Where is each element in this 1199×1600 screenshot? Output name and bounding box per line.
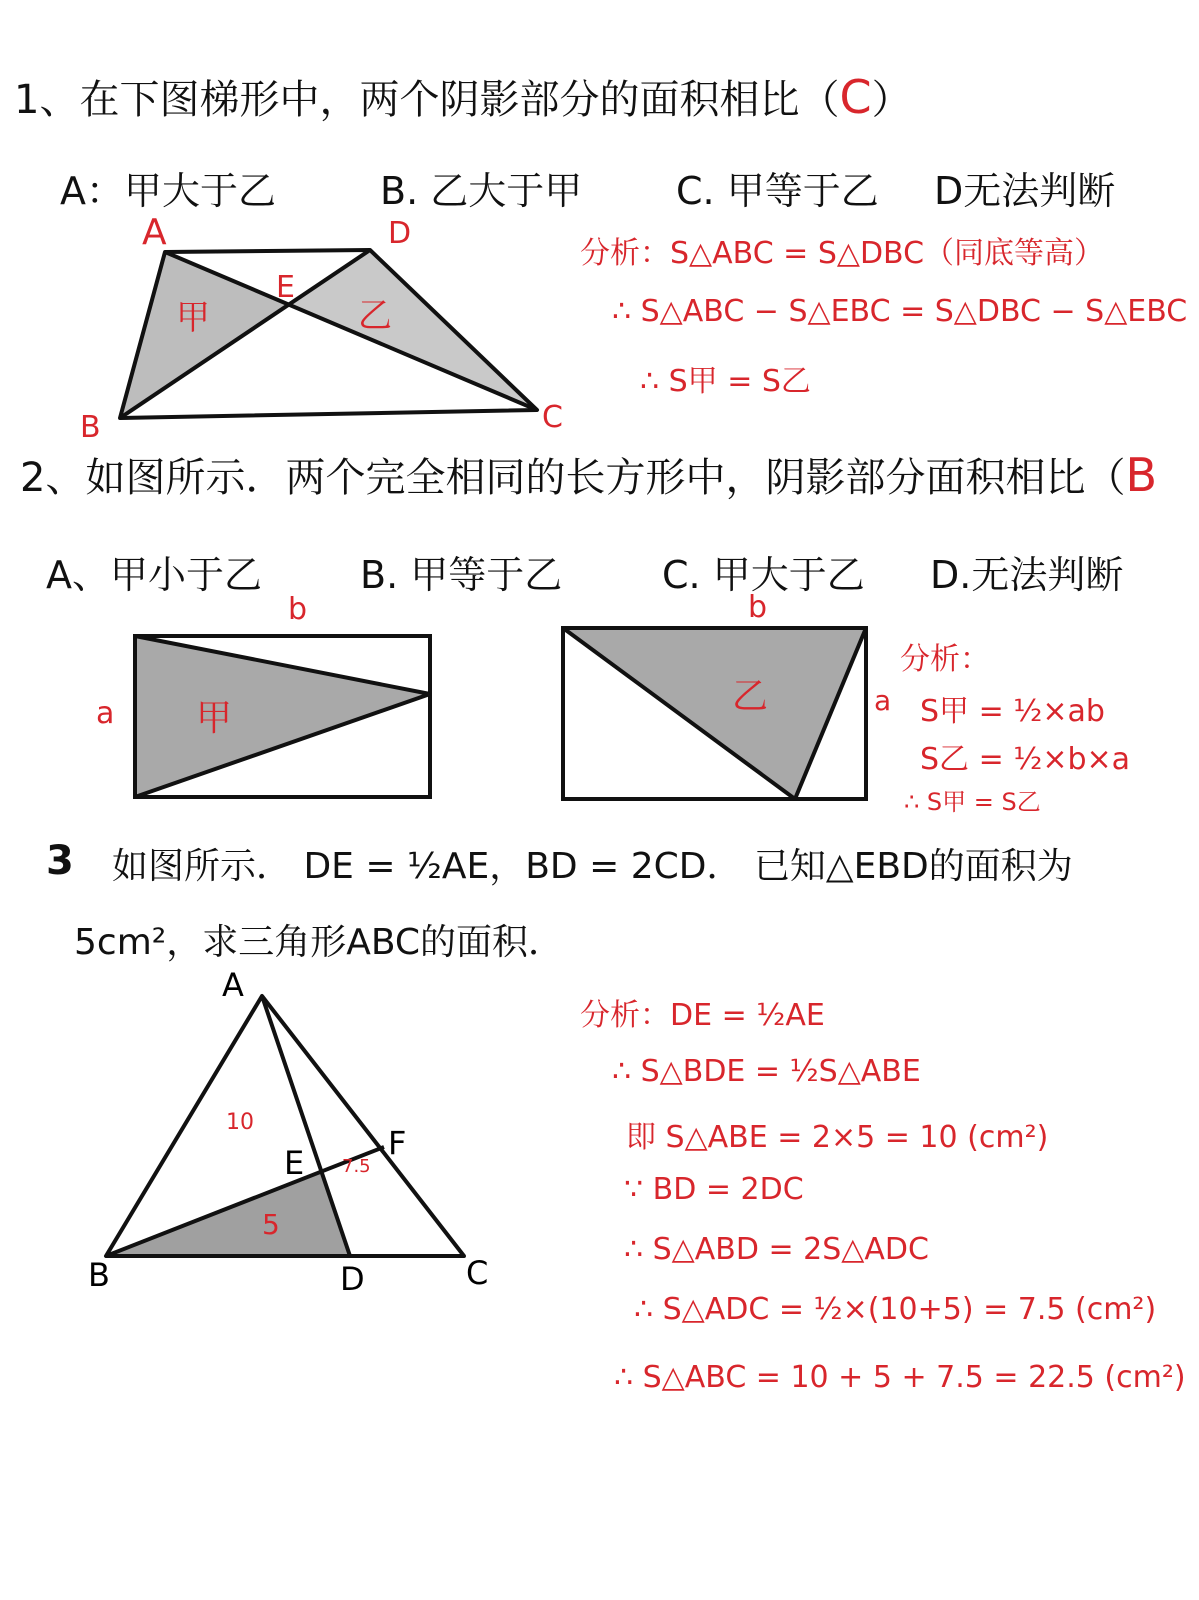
q2-label-jia: 甲: [196, 698, 233, 739]
q3-number: 3: [46, 838, 74, 884]
q3-label-area-5: 5: [262, 1208, 280, 1241]
q3-analysis-line-4: ∵ BD = 2DC: [624, 1172, 804, 1207]
q3-label-area-7-5: 7.5: [342, 1156, 371, 1177]
q2-analysis-line-3: S乙 = ½×b×a: [920, 742, 1131, 777]
q1-option-a: A：甲大于乙: [60, 169, 276, 213]
q3-analysis-line-3: 即 S△ABE = 2×5 = 10 (cm²): [626, 1120, 1049, 1155]
q1-shade-yi: [288, 250, 537, 410]
q1-question-close: ）: [871, 77, 912, 123]
q2-label-yi: 乙: [732, 676, 769, 717]
q2-answer: B: [1125, 448, 1158, 502]
q2-shade-jia: [135, 636, 430, 797]
q2-shade-yi: [563, 628, 866, 799]
q1-option-b: B. 乙大于甲: [380, 169, 583, 213]
q1-analysis-line-2: ∴ S△ABC − S△EBC = S△DBC − S△EBC: [612, 294, 1188, 329]
q3-label-a: A: [222, 966, 244, 1004]
q3-question-line-1: 如图所示． DE = ½AE，BD = 2CD． 已知△EBD的面积为: [112, 846, 1073, 887]
q2-label-b1: b: [288, 592, 308, 627]
q1-analysis-line-3: ∴ S甲 = S乙: [640, 364, 811, 399]
q1-label-a: A: [142, 212, 167, 253]
q3-label-c: C: [466, 1254, 489, 1292]
q2-rect1-figure: [135, 636, 430, 797]
q1-label-c: C: [542, 400, 563, 435]
q3-question-line-2: 5cm²，求三角形ABC的面积．: [74, 922, 565, 963]
q2-label-a2: a: [874, 684, 892, 717]
q1-label-jia: 甲: [176, 298, 210, 338]
q3-label-area-10: 10: [226, 1110, 254, 1135]
q3-analysis-line-7: ∴ S△ABC = 10 + 5 + 7.5 = 22.5 (cm²): [614, 1360, 1186, 1395]
q3-analysis-line-6: ∴ S△ADC = ½×(10+5) = 7.5 (cm²): [634, 1292, 1157, 1327]
q2-option-c: C. 甲大于乙: [662, 553, 865, 597]
q1-label-d: D: [388, 216, 412, 251]
q1-question-text: 1、在下图梯形中，两个阴影部分的面积相比（: [14, 77, 840, 123]
q1-analysis-line-1: 分析：S△ABC = S△DBC（同底等高）: [580, 236, 1105, 271]
q2-analysis-line-2: S甲 = ½×ab: [920, 694, 1105, 729]
q2-label-b2: b: [748, 590, 768, 625]
q2-option-b: B. 甲等于乙: [360, 553, 563, 597]
q3-label-f: F: [388, 1124, 407, 1162]
q2-label-a1: a: [96, 696, 115, 731]
q2-question: [20, 446, 1157, 503]
q2-analysis-line-4: ∴ S甲 = S乙: [904, 788, 1041, 816]
q3-label-e: E: [284, 1144, 305, 1182]
q3-triangle-figure: [106, 996, 464, 1256]
q2-question-text: 2、如图所示．两个完全相同的长方形中，阴影部分面积相比（: [20, 455, 1126, 501]
q2-analysis-line-1: 分析：: [900, 642, 990, 677]
q3-analysis-line-5: ∴ S△ABD = 2S△ADC: [624, 1232, 929, 1267]
q1-label-e: E: [276, 270, 295, 305]
q3-label-d: D: [340, 1260, 365, 1298]
q1-label-yi: 乙: [358, 296, 392, 336]
q2-option-a: A、甲小于乙: [46, 553, 262, 597]
q1-answer: C: [839, 70, 872, 124]
q3-analysis-line-2: ∴ S△BDE = ½S△ABE: [612, 1054, 921, 1089]
q1-option-c: C. 甲等于乙: [676, 169, 879, 213]
q3-analysis-line-1: 分析：DE = ½AE: [580, 998, 825, 1033]
q1-option-d: D无法判断: [934, 169, 1116, 213]
q2-rect2-figure: [563, 628, 866, 799]
q3-label-b: B: [88, 1256, 110, 1294]
q1-label-b: B: [80, 410, 101, 445]
q2-option-d: D.无法判断: [930, 553, 1124, 597]
